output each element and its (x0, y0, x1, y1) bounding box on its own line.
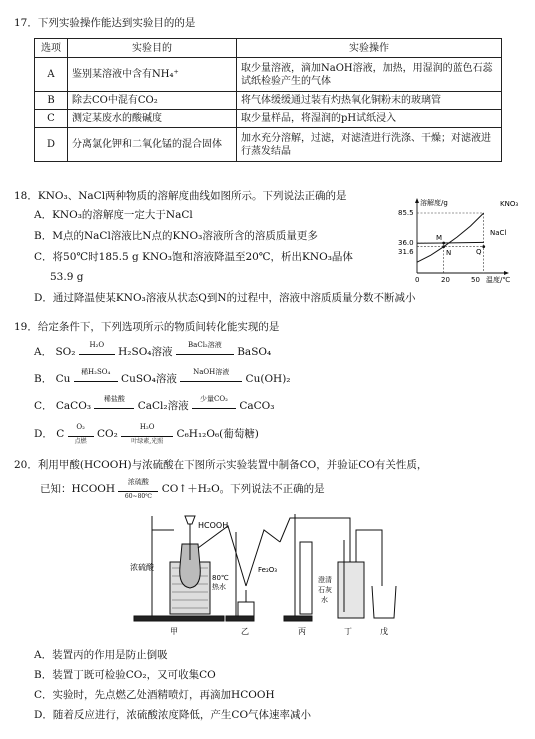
label-limewater-1: 澄清 (318, 576, 332, 584)
arrow-condition-below: 点燃 (74, 438, 87, 445)
row-operation: 取少量溶液，滴加NaOH溶液，加热，用湿润的蓝色石蕊试纸检验产生的气体 (237, 58, 502, 92)
point-label-q: Q (476, 248, 482, 256)
arrow-condition: H₂O (139, 423, 155, 431)
arrow-line (176, 354, 234, 355)
station-label-ding: 丁 (344, 627, 352, 636)
q20-option-c: C．实验时，先点燃乙处酒精喷灯，再滴加HCOOH (34, 689, 275, 701)
q18-option-d: D．通过降温使某KNO₃溶液从状态Q到N的过程中，溶液中溶质质量分数不断减小 (34, 292, 416, 304)
arrow-line (180, 381, 242, 382)
row-option: D (35, 128, 68, 162)
apparatus-bing (284, 514, 312, 621)
header-operation: 实验操作 (237, 39, 502, 58)
reaction-arrow (121, 423, 173, 445)
substance: CaCl₂溶液 (137, 400, 189, 412)
q17-stem: 17．下列实验操作能达到实验目的的是 (14, 17, 196, 29)
header-option: 选项 (35, 39, 68, 58)
q18-option-c-cont: 53.9 g (50, 271, 84, 283)
row-operation: 取少量样品，将湿润的pH试纸浸入 (237, 110, 502, 128)
series-label-kno3: KNO₃ (500, 200, 519, 208)
arrow-condition-below: 60~80℃ (124, 493, 152, 500)
substance: CuSO₄溶液 (121, 373, 177, 385)
point-label-m: M (436, 234, 443, 242)
label-hcooh: HCOOH (198, 521, 229, 530)
y-tick-label: 36.0 (398, 239, 414, 247)
q18-option-c: C．将50℃时185.5 g KNO₃饱和溶液降温至20℃，析出KNO₃晶体 (34, 251, 353, 263)
reaction-arrow (79, 341, 115, 355)
arrow-condition: 少量CO₂ (200, 395, 228, 403)
station-label-bing: 丙 (298, 627, 306, 636)
option-letter: C． (34, 400, 53, 412)
substance: C₆H₁₂O₆(葡萄糖) (176, 428, 259, 440)
label-water-temp: 80℃ (212, 574, 229, 582)
arrow-condition: 浓硫酸 (127, 478, 149, 486)
q19-stem: 19．给定条件下，下列选项所示的物质间转化能实现的是 (14, 321, 280, 333)
arrow-line (121, 436, 173, 437)
series-label-nacl: NaCl (490, 229, 507, 237)
x-axis-label: 温度/℃ (486, 276, 511, 283)
q20-given (40, 478, 325, 500)
y-axis-label: 溶解度/g (420, 199, 448, 207)
q18-option-b: B．M点的NaCl溶液比N点的KNO₃溶液所含的溶质质量更多 (34, 230, 318, 242)
point-n (442, 245, 445, 248)
substance: H₂SO₄溶液 (118, 346, 173, 358)
label-hot-water: 热水 (212, 583, 226, 591)
given-suffix: CO↑＋H₂O。下列说法不正确的是 (161, 483, 325, 495)
label-fe2o3: Fe₂O₃ (258, 566, 278, 574)
given-arrow (118, 478, 158, 500)
table-row (35, 92, 502, 110)
apparatus-yi (226, 518, 350, 621)
arrow-condition: NaOH溶液 (193, 368, 230, 376)
table-header-row (35, 39, 502, 58)
y-axis-arrow (415, 198, 419, 203)
label-limewater-2: 石灰 (318, 586, 332, 594)
option-letter: D． (34, 428, 53, 440)
point-m (442, 242, 445, 245)
row-purpose: 分离氯化钾和二氧化锰的混合固体 (68, 128, 237, 162)
arrow-condition: O₂ (76, 423, 85, 431)
substance: Cu (55, 373, 71, 385)
label-conc-h2so4: 浓硫酸 (130, 563, 154, 572)
reaction-arrow (176, 341, 234, 355)
row-option: B (35, 92, 68, 110)
arrow-line (118, 491, 158, 492)
reaction-arrow (74, 368, 118, 382)
table-row (35, 58, 502, 92)
q18-option-a: A．KNO₃的溶解度一定大于NaCl (34, 209, 193, 221)
substance: BaSO₄ (237, 346, 272, 358)
q19-option-c (34, 395, 275, 413)
point-label-n: N (446, 249, 452, 257)
table-row (35, 128, 502, 162)
option-letter: A． (34, 346, 53, 358)
arrow-condition: H₂O (89, 341, 105, 349)
x-axis-arrow (504, 271, 509, 275)
apparatus-ding (338, 530, 382, 618)
label-limewater-3: 水 (321, 596, 328, 604)
arrow-condition: 稀H₂SO₄ (81, 368, 111, 376)
reaction-arrow (68, 423, 94, 445)
row-option: A (35, 58, 68, 92)
arrow-line (192, 408, 236, 409)
x-tick-label: 50 (471, 276, 480, 283)
station-label-yi: 乙 (241, 627, 249, 636)
row-operation: 将气体缓缓通过装有灼热氧化铜粉末的玻璃管 (237, 92, 502, 110)
reaction-arrow (180, 368, 242, 382)
arrow-condition: 稀盐酸 (103, 395, 125, 403)
q20-option-b: B．装置丁既可检验CO₂，又可收集CO (34, 669, 216, 681)
row-purpose: 测定某废水的酸碱度 (68, 110, 237, 128)
substance: CaCO₃ (55, 400, 92, 412)
q20-option-d: D．随着反应进行，浓硫酸浓度降低，产生CO气体速率减小 (34, 709, 312, 721)
arrow-line (94, 408, 134, 409)
q20-stem: 20．利用甲酸(HCOOH)与浓硫酸在下图所示实验装置中制备CO，并验证CO有关性质， (14, 459, 428, 471)
arrow-condition: BaCl₂溶液 (188, 341, 222, 349)
arrow-condition-below: 叶绿素,光照 (131, 438, 164, 445)
table-row (35, 110, 502, 128)
option-letter: B． (34, 373, 53, 385)
station-label-wu: 戊 (380, 627, 388, 636)
row-operation: 加水充分溶解，过滤，对滤渣进行洗涤、干燥；对滤液进行蒸发结晶 (237, 128, 502, 162)
apparatus-wu (372, 586, 396, 618)
substance: C (56, 428, 65, 440)
q19-option-d (34, 423, 259, 445)
point-q (482, 245, 485, 248)
q20-option-a: A．装置丙的作用是防止倒吸 (34, 649, 168, 661)
apparatus-diagram (130, 500, 400, 640)
substance: CaCO₃ (239, 400, 275, 412)
arrow-line (74, 381, 118, 382)
substance: CO₂ (97, 428, 118, 440)
row-purpose: 除去CO中混有CO₂ (68, 92, 237, 110)
solubility-chart (394, 195, 532, 283)
reaction-arrow (94, 395, 134, 409)
q18-stem: 18．KNO₃、NaCl两种物质的溶解度曲线如图所示。下列说法正确的是 (14, 190, 347, 202)
substance: SO₂ (55, 346, 76, 358)
given-prefix: 已知：HCOOH (40, 483, 116, 495)
arrow-line (79, 354, 115, 355)
q19-option-a (34, 341, 272, 359)
x-tick-label: 20 (441, 276, 450, 283)
header-purpose: 实验目的 (68, 39, 237, 58)
row-option: C (35, 110, 68, 128)
row-purpose: 鉴别某溶液中含有NH₄⁺ (68, 58, 237, 92)
reaction-arrow (192, 395, 236, 409)
station-label-jia: 甲 (170, 627, 178, 636)
substance: Cu(OH)₂ (245, 373, 291, 385)
y-tick-label: 85.5 (398, 209, 414, 217)
q17-table (34, 38, 502, 162)
q19-option-b (34, 368, 291, 386)
y-tick-label: 31.6 (398, 248, 414, 256)
series-line-nacl (417, 242, 484, 243)
x-tick-label: 0 (415, 276, 420, 283)
arrow-line (68, 436, 94, 437)
